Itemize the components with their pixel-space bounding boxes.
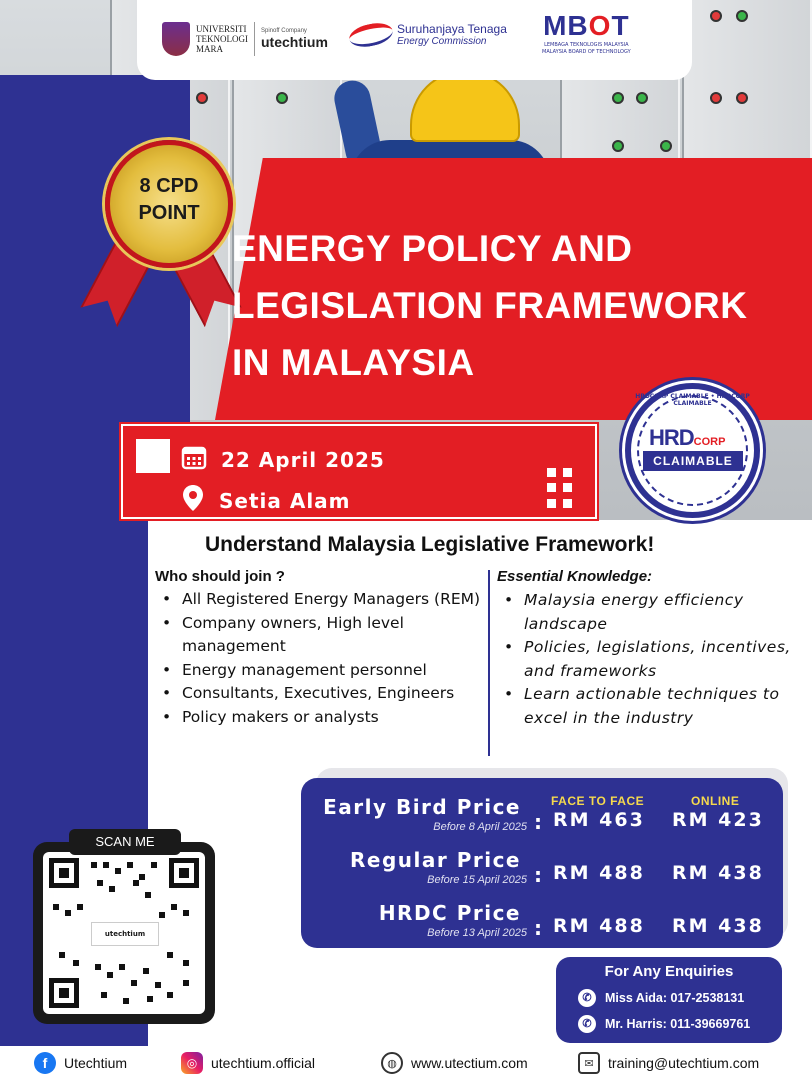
who-should-join-heading: Who should join ? [155, 568, 285, 585]
online-price: RM 438 [672, 862, 764, 884]
face-to-face-price: RM 488 [553, 915, 645, 937]
face-to-face-price: RM 463 [553, 809, 645, 831]
energy-commission-logo [349, 22, 507, 47]
headline: Understand Malaysia Legislative Framework! [205, 533, 655, 556]
decorative-dots [547, 468, 573, 508]
footer [0, 1046, 812, 1080]
instagram-icon: ◎ [181, 1052, 203, 1074]
location-pin-icon [181, 484, 205, 517]
enquiries-title: For Any Enquiries [604, 963, 734, 980]
price-label: Early Bird Price [323, 795, 521, 819]
price-deadline: Before 15 April 2025 [427, 874, 527, 886]
utechtium-logo [261, 28, 328, 50]
list-item: • All Registered Energy Managers (REM) [156, 588, 486, 612]
enquiries-box [556, 957, 782, 1043]
cpd-label: POINT [138, 202, 200, 224]
partner-logo-bar [137, 0, 692, 80]
contact-harris-text: Mr. Harris: 011-39669761 [605, 1017, 751, 1031]
footer-instagram[interactable] [181, 1052, 315, 1074]
uitm-name: UNIVERSITI TEKNOLOGI MARA [196, 24, 248, 54]
uitm-logo [162, 22, 328, 56]
hrd-claimable-label: CLAIMABLE [643, 451, 743, 471]
facebook-icon: f [34, 1052, 56, 1074]
price-row-hrdc: HRDC Price Before 13 April 2025 : RM 488 RM 438 [378, 901, 764, 940]
title-line-1: ENERGY POLICY AND [232, 228, 633, 269]
essential-knowledge-list [498, 589, 798, 730]
essential-knowledge-heading: Essential Knowledge: [497, 568, 653, 585]
contact-aida[interactable] [578, 989, 744, 1007]
list-item: • Policy makers or analysts [156, 706, 486, 730]
mbot-subtitle-1: LEMBAGA TEKNOLOGIS MALAYSIA [544, 42, 629, 48]
st-subtitle: Energy Commission [397, 36, 487, 47]
event-info-box [121, 424, 597, 519]
online-price: RM 438 [672, 915, 764, 937]
footer-website[interactable] [381, 1052, 528, 1074]
email-address: training@utechtium.com [608, 1055, 760, 1071]
title-line-3: IN MALAYSIA [232, 342, 475, 383]
calendar-icon [181, 444, 207, 475]
hrdcorp-claimable-seal [625, 383, 760, 518]
cpd-medal [105, 140, 233, 268]
list-item: • Malaysia energy efficiency landscape [498, 589, 798, 636]
facebook-handle: Utechtium [64, 1055, 128, 1071]
price-panel [301, 778, 783, 948]
event-venue: Setia Alam [219, 488, 351, 513]
page-title [232, 220, 802, 391]
utechtium-tagline: Spinoff Company [261, 28, 307, 34]
website-url: www.utectium.com [411, 1055, 528, 1071]
decorative-square [136, 439, 170, 473]
price-label: Regular Price [350, 848, 521, 872]
st-name: Suruhanjaya Tenaga [397, 22, 507, 36]
online-price: RM 423 [672, 809, 764, 831]
globe-icon: ◍ [381, 1052, 403, 1074]
footer-facebook[interactable] [34, 1052, 127, 1074]
list-item: • Consultants, Executives, Engineers [156, 682, 486, 706]
contact-harris[interactable] [578, 1015, 750, 1033]
phone-icon: ✆ [578, 1015, 596, 1033]
hrd-ring-text: HRDCORP CLAIMABLE • HRDCORP CLAIMABLE [635, 393, 750, 407]
list-item: • Company owners, High level management [156, 612, 486, 659]
price-row-early-bird: Early Bird Price Before 8 April 2025 : RM 463 RM 423 [323, 795, 764, 834]
instagram-handle: utechtium.official [211, 1055, 316, 1071]
title-line-2: LEGISLATION FRAMEWORK [232, 285, 748, 326]
hrd-corp: CORP [693, 436, 726, 448]
utechtium-name: utechtium [261, 34, 328, 50]
list-item: • Energy management personnel [156, 659, 486, 683]
mbot-logo [542, 10, 631, 56]
face-to-face-price: RM 488 [553, 862, 645, 884]
price-deadline: Before 13 April 2025 [427, 927, 527, 939]
price-label: HRDC Price [378, 901, 521, 925]
mbot-wordmark: MBOT [543, 10, 630, 41]
st-swoosh-icon [347, 19, 395, 50]
hrd-brand: HRD [649, 425, 694, 450]
face-to-face-header: FACE TO FACE [551, 794, 645, 808]
scan-me-label: SCAN ME [69, 829, 181, 855]
list-item: • Policies, legislations, incentives, and frameworks [498, 636, 798, 683]
mail-icon: ✉ [578, 1052, 600, 1074]
price-deadline: Before 8 April 2025 [433, 821, 527, 833]
footer-email[interactable] [578, 1052, 759, 1074]
mbot-subtitle-2: MALAYSIA BOARD OF TECHNOLOGY [542, 49, 631, 55]
contact-aida-text: Miss Aida: 017-2538131 [605, 991, 745, 1005]
qr-center-logo: utechtium [91, 922, 159, 946]
cpd-count: 8 CPD [139, 175, 199, 197]
list-item: • Learn actionable techniques to excel in the industry [498, 683, 798, 730]
price-row-regular: Regular Price Before 15 April 2025 : RM 488 RM 438 [350, 848, 764, 887]
event-date: 22 April 2025 [221, 447, 385, 472]
uitm-crest-icon [162, 22, 190, 56]
phone-icon: ✆ [578, 989, 596, 1007]
online-header: ONLINE [691, 794, 740, 808]
who-should-join-list [156, 588, 486, 729]
qr-code[interactable] [33, 842, 215, 1024]
column-divider [488, 570, 490, 756]
